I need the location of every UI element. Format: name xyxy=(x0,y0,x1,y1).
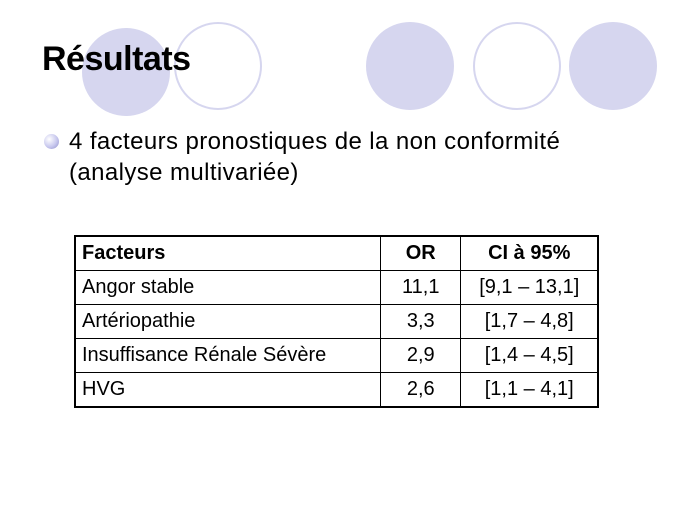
decorative-circle-5 xyxy=(569,22,657,110)
bullet-text: 4 facteurs pronostiques de la non conformité (analyse multivariée) xyxy=(69,128,561,186)
cell-or: 11,1 xyxy=(381,271,461,305)
header-or: OR xyxy=(381,236,461,271)
results-table xyxy=(74,235,599,408)
cell-ci: [1,4 – 4,5] xyxy=(461,339,598,373)
cell-facteur: Angor stable xyxy=(75,271,381,305)
table-row xyxy=(75,373,598,408)
cell-facteur: Insuffisance Rénale Sévère xyxy=(75,339,381,373)
cell-ci: [1,1 – 4,1] xyxy=(461,373,598,408)
table-row xyxy=(75,339,598,373)
table-row xyxy=(75,305,598,339)
header-facteurs: Facteurs xyxy=(75,236,381,271)
cell-or: 3,3 xyxy=(381,305,461,339)
slide-title: Résultats xyxy=(42,40,191,78)
cell-or: 2,9 xyxy=(381,339,461,373)
cell-facteur: Artériopathie xyxy=(75,305,381,339)
bullet-point xyxy=(44,126,644,188)
table-header-row xyxy=(75,236,598,271)
decorative-circle-3 xyxy=(366,22,454,110)
header-ci: CI à 95% xyxy=(461,236,598,271)
cell-ci: [1,7 – 4,8] xyxy=(461,305,598,339)
cell-facteur: HVG xyxy=(75,373,381,408)
table-row xyxy=(75,271,598,305)
cell-or: 2,6 xyxy=(381,373,461,408)
bullet-icon xyxy=(44,134,59,149)
decorative-circle-4 xyxy=(473,22,561,110)
cell-ci: [9,1 – 13,1] xyxy=(461,271,598,305)
